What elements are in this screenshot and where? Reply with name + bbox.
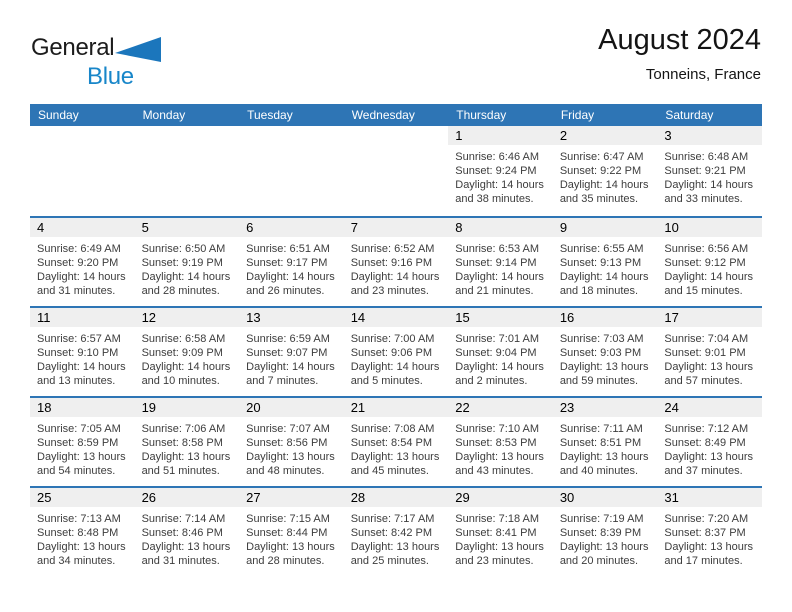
- day-cell: [344, 308, 449, 396]
- day-number: [239, 126, 344, 145]
- daylight-minutes-text: and 45 minutes.: [350, 465, 429, 477]
- day-cell: [135, 488, 240, 576]
- day-cell: [344, 488, 449, 576]
- day-cell: [135, 398, 240, 486]
- day-cell: [657, 488, 762, 576]
- sunrise-text: Sunrise: 7:07 AM: [246, 423, 330, 435]
- daylight-minutes-text: and 21 minutes.: [455, 285, 534, 297]
- sunrise-text: Sunrise: 6:49 AM: [37, 243, 121, 255]
- daylight-minutes-text: and 25 minutes.: [350, 555, 429, 567]
- calendar: [30, 104, 762, 576]
- sunrise-text: Sunrise: 7:18 AM: [455, 513, 540, 525]
- day-number: 23: [553, 398, 658, 417]
- day-number: 30: [553, 488, 658, 507]
- sunrise-text: Sunrise: 6:53 AM: [455, 243, 540, 255]
- daylight-minutes-text: and 40 minutes.: [559, 465, 639, 477]
- day-number: 12: [135, 308, 240, 327]
- daylight-minutes-text: and 26 minutes.: [246, 285, 325, 297]
- day-number: 18: [30, 398, 135, 417]
- sunset-text: Sunset: 8:56 PM: [246, 437, 328, 449]
- daylight-hours-text: Daylight: 14 hours: [141, 271, 231, 283]
- sunset-text: Sunset: 9:16 PM: [350, 257, 433, 269]
- daylight-minutes-text: and 18 minutes.: [559, 285, 639, 297]
- sunrise-text: Sunrise: 7:14 AM: [141, 513, 226, 525]
- sunrise-text: Sunrise: 7:03 AM: [559, 333, 644, 345]
- sunrise-text: Sunrise: 7:19 AM: [559, 513, 644, 525]
- daylight-minutes-text: and 31 minutes.: [37, 285, 116, 297]
- daylight-hours-text: Daylight: 14 hours: [559, 179, 649, 191]
- daylight-hours-text: Daylight: 13 hours: [141, 451, 231, 463]
- day-number: 19: [135, 398, 240, 417]
- sunrise-text: Sunrise: 6:52 AM: [350, 243, 435, 255]
- daylight-minutes-text: and 13 minutes.: [37, 375, 116, 387]
- day-cell: [448, 398, 553, 486]
- day-number: 5: [135, 218, 240, 237]
- sunrise-text: Sunrise: 6:51 AM: [246, 243, 330, 255]
- week-row: [30, 126, 762, 216]
- day-cell: [448, 488, 553, 576]
- day-number: 22: [448, 398, 553, 417]
- daylight-minutes-text: and 28 minutes.: [141, 285, 220, 297]
- daylight-hours-text: Daylight: 14 hours: [246, 271, 335, 283]
- daylight-minutes-text: and 15 minutes.: [664, 285, 743, 297]
- calendar-body: [30, 126, 762, 576]
- sunrise-text: Sunrise: 7:05 AM: [37, 423, 121, 435]
- day-number: 31: [657, 488, 762, 507]
- day-number: 13: [239, 308, 344, 327]
- daylight-hours-text: Daylight: 13 hours: [664, 451, 754, 463]
- logo-text-general: General: [31, 34, 115, 61]
- daylight-hours-text: Daylight: 13 hours: [246, 541, 335, 553]
- day-cell: [553, 126, 658, 216]
- sunset-text: Sunset: 8:37 PM: [664, 527, 746, 539]
- daylight-minutes-text: and 35 minutes.: [559, 193, 639, 205]
- daylight-hours-text: Daylight: 14 hours: [141, 361, 231, 373]
- daylight-hours-text: Daylight: 13 hours: [559, 451, 649, 463]
- sunset-text: Sunset: 9:22 PM: [559, 165, 642, 177]
- day-number: 2: [553, 126, 658, 145]
- day-cell: [553, 488, 658, 576]
- sunset-text: Sunset: 9:03 PM: [559, 347, 642, 359]
- sunset-text: Sunset: 9:04 PM: [455, 347, 537, 359]
- day-cell: [239, 218, 344, 306]
- sunrise-text: Sunrise: 7:20 AM: [664, 513, 749, 525]
- day-cell: [344, 398, 449, 486]
- day-cell: [239, 488, 344, 576]
- daylight-hours-text: Daylight: 13 hours: [559, 361, 649, 373]
- sunrise-text: Sunrise: 7:13 AM: [37, 513, 121, 525]
- sunset-text: Sunset: 8:59 PM: [37, 437, 119, 449]
- sunset-text: Sunset: 9:17 PM: [246, 257, 328, 269]
- weekday-header-tuesday: Tuesday: [247, 108, 293, 122]
- sunrise-text: Sunrise: 6:48 AM: [664, 151, 749, 163]
- daylight-minutes-text: and 2 minutes.: [455, 375, 528, 387]
- sunrise-text: Sunrise: 7:15 AM: [246, 513, 330, 525]
- daylight-hours-text: Daylight: 14 hours: [455, 179, 544, 191]
- sunset-text: Sunset: 8:42 PM: [350, 527, 433, 539]
- title-block: [598, 24, 761, 83]
- daylight-hours-text: Daylight: 14 hours: [37, 361, 126, 373]
- daylight-minutes-text: and 57 minutes.: [664, 375, 743, 387]
- sunset-text: Sunset: 9:12 PM: [664, 257, 746, 269]
- day-cell: [448, 126, 553, 216]
- sunrise-text: Sunrise: 7:06 AM: [141, 423, 226, 435]
- daylight-hours-text: Daylight: 13 hours: [350, 541, 440, 553]
- daylight-hours-text: Daylight: 14 hours: [350, 361, 440, 373]
- day-number: 28: [344, 488, 449, 507]
- day-number: [30, 126, 135, 145]
- day-cell: [344, 218, 449, 306]
- daylight-minutes-text: and 37 minutes.: [664, 465, 743, 477]
- daylight-hours-text: Daylight: 13 hours: [455, 451, 544, 463]
- day-number: 10: [657, 218, 762, 237]
- daylight-minutes-text: and 28 minutes.: [246, 555, 325, 567]
- day-number: 29: [448, 488, 553, 507]
- day-number: 9: [553, 218, 658, 237]
- sunset-text: Sunset: 8:49 PM: [664, 437, 746, 449]
- day-number: 16: [553, 308, 658, 327]
- daylight-minutes-text: and 51 minutes.: [141, 465, 220, 477]
- daylight-minutes-text: and 5 minutes.: [350, 375, 423, 387]
- daylight-minutes-text: and 34 minutes.: [37, 555, 116, 567]
- day-cell: [239, 398, 344, 486]
- sunset-text: Sunset: 8:54 PM: [350, 437, 433, 449]
- day-cell: [30, 308, 135, 396]
- day-number: 25: [30, 488, 135, 507]
- day-number: 21: [344, 398, 449, 417]
- daylight-minutes-text: and 38 minutes.: [455, 193, 534, 205]
- daylight-minutes-text: and 20 minutes.: [559, 555, 639, 567]
- daylight-hours-text: Daylight: 14 hours: [559, 271, 649, 283]
- sunset-text: Sunset: 9:21 PM: [664, 165, 746, 177]
- sunrise-text: Sunrise: 6:56 AM: [664, 243, 749, 255]
- daylight-hours-text: Daylight: 14 hours: [37, 271, 126, 283]
- sunrise-text: Sunrise: 7:08 AM: [350, 423, 435, 435]
- sunset-text: Sunset: 8:46 PM: [141, 527, 223, 539]
- day-cell: [30, 398, 135, 486]
- daylight-minutes-text: and 54 minutes.: [37, 465, 116, 477]
- day-number: 17: [657, 308, 762, 327]
- day-cell: [553, 218, 658, 306]
- sunrise-text: Sunrise: 7:10 AM: [455, 423, 540, 435]
- sunset-text: Sunset: 8:51 PM: [559, 437, 642, 449]
- general-blue-logo: [31, 34, 161, 91]
- sunset-text: Sunset: 9:09 PM: [141, 347, 223, 359]
- day-number: 3: [657, 126, 762, 145]
- daylight-hours-text: Daylight: 14 hours: [664, 271, 754, 283]
- sunrise-text: Sunrise: 7:11 AM: [559, 423, 643, 435]
- sunrise-text: Sunrise: 7:17 AM: [350, 513, 435, 525]
- sunset-text: Sunset: 9:06 PM: [350, 347, 433, 359]
- day-number: 7: [344, 218, 449, 237]
- sunset-text: Sunset: 9:20 PM: [37, 257, 119, 269]
- day-number: 6: [239, 218, 344, 237]
- day-cell: [344, 126, 449, 216]
- daylight-minutes-text: and 33 minutes.: [664, 193, 743, 205]
- sunset-text: Sunset: 9:01 PM: [664, 347, 746, 359]
- sunrise-text: Sunrise: 7:01 AM: [455, 333, 540, 345]
- sunrise-text: Sunrise: 7:00 AM: [350, 333, 435, 345]
- week-row: [30, 396, 762, 486]
- weekday-header-saturday: Saturday: [665, 108, 714, 122]
- day-cell: [239, 126, 344, 216]
- daylight-minutes-text: and 17 minutes.: [664, 555, 743, 567]
- daylight-hours-text: Daylight: 14 hours: [246, 361, 335, 373]
- weekday-header-thursday: Thursday: [456, 108, 507, 122]
- day-number: 11: [30, 308, 135, 327]
- logo-text-blue: Blue: [87, 63, 134, 90]
- sunrise-text: Sunrise: 6:58 AM: [141, 333, 226, 345]
- day-number: 14: [344, 308, 449, 327]
- daylight-minutes-text: and 10 minutes.: [141, 375, 220, 387]
- day-cell: [135, 308, 240, 396]
- day-number: [135, 126, 240, 145]
- daylight-hours-text: Daylight: 13 hours: [37, 451, 126, 463]
- day-number: 27: [239, 488, 344, 507]
- daylight-minutes-text: and 59 minutes.: [559, 375, 639, 387]
- sunrise-text: Sunrise: 6:59 AM: [246, 333, 330, 345]
- daylight-hours-text: Daylight: 13 hours: [559, 541, 649, 553]
- sunrise-text: Sunrise: 6:50 AM: [141, 243, 226, 255]
- daylight-hours-text: Daylight: 13 hours: [141, 541, 231, 553]
- location-subtitle: Tonneins, France: [645, 66, 761, 83]
- day-cell: [553, 308, 658, 396]
- sunset-text: Sunset: 8:44 PM: [246, 527, 328, 539]
- daylight-minutes-text: and 23 minutes.: [455, 555, 534, 567]
- daylight-hours-text: Daylight: 14 hours: [664, 179, 754, 191]
- weekday-header-monday: Monday: [142, 108, 186, 122]
- day-cell: [657, 398, 762, 486]
- sunset-text: Sunset: 9:24 PM: [455, 165, 537, 177]
- day-cell: [30, 218, 135, 306]
- day-cell: [239, 308, 344, 396]
- sunrise-text: Sunrise: 6:47 AM: [559, 151, 644, 163]
- daylight-minutes-text: and 23 minutes.: [350, 285, 429, 297]
- sunrise-text: Sunrise: 6:57 AM: [37, 333, 121, 345]
- daylight-hours-text: Daylight: 13 hours: [246, 451, 335, 463]
- day-cell: [135, 218, 240, 306]
- sunrise-text: Sunrise: 6:46 AM: [455, 151, 540, 163]
- day-cell: [30, 126, 135, 216]
- weekday-header-wednesday: Wednesday: [351, 108, 415, 122]
- day-cell: [30, 488, 135, 576]
- daylight-hours-text: Daylight: 14 hours: [350, 271, 440, 283]
- day-number: 1: [448, 126, 553, 145]
- day-number: 15: [448, 308, 553, 327]
- daylight-hours-text: Daylight: 14 hours: [455, 361, 544, 373]
- sunset-text: Sunset: 9:13 PM: [559, 257, 642, 269]
- weekday-header-friday: Friday: [560, 108, 595, 122]
- day-cell: [448, 218, 553, 306]
- day-number: 4: [30, 218, 135, 237]
- daylight-minutes-text: and 48 minutes.: [246, 465, 325, 477]
- day-cell: [135, 126, 240, 216]
- day-number: 8: [448, 218, 553, 237]
- day-cell: [657, 218, 762, 306]
- daylight-minutes-text: and 43 minutes.: [455, 465, 534, 477]
- weekday-header-sunday: Sunday: [38, 108, 79, 122]
- daylight-hours-text: Daylight: 13 hours: [350, 451, 440, 463]
- sunset-text: Sunset: 8:58 PM: [141, 437, 223, 449]
- sunset-text: Sunset: 9:19 PM: [141, 257, 223, 269]
- daylight-hours-text: Daylight: 13 hours: [37, 541, 126, 553]
- daylight-hours-text: Daylight: 13 hours: [455, 541, 544, 553]
- sunrise-text: Sunrise: 6:55 AM: [559, 243, 644, 255]
- day-number: 26: [135, 488, 240, 507]
- day-cell: [553, 398, 658, 486]
- sunset-text: Sunset: 9:10 PM: [37, 347, 119, 359]
- sunrise-text: Sunrise: 7:12 AM: [664, 423, 749, 435]
- day-number: 24: [657, 398, 762, 417]
- daylight-hours-text: Daylight: 13 hours: [664, 541, 754, 553]
- sunset-text: Sunset: 9:07 PM: [246, 347, 328, 359]
- daylight-hours-text: Daylight: 13 hours: [664, 361, 754, 373]
- daylight-hours-text: Daylight: 14 hours: [455, 271, 544, 283]
- day-number: [344, 126, 449, 145]
- daylight-minutes-text: and 31 minutes.: [141, 555, 220, 567]
- sunset-text: Sunset: 8:41 PM: [455, 527, 537, 539]
- sunset-text: Sunset: 8:53 PM: [455, 437, 537, 449]
- week-row: [30, 216, 762, 306]
- week-row: [30, 486, 762, 576]
- day-number: 20: [239, 398, 344, 417]
- weekday-header-row: [30, 104, 762, 126]
- daylight-minutes-text: and 7 minutes.: [246, 375, 319, 387]
- sunset-text: Sunset: 8:48 PM: [37, 527, 119, 539]
- week-row: [30, 306, 762, 396]
- sunset-text: Sunset: 9:14 PM: [455, 257, 537, 269]
- day-cell: [657, 308, 762, 396]
- sunset-text: Sunset: 8:39 PM: [559, 527, 642, 539]
- day-cell: [448, 308, 553, 396]
- page-title: August 2024: [598, 24, 761, 56]
- sunrise-text: Sunrise: 7:04 AM: [664, 333, 749, 345]
- day-cell: [657, 126, 762, 216]
